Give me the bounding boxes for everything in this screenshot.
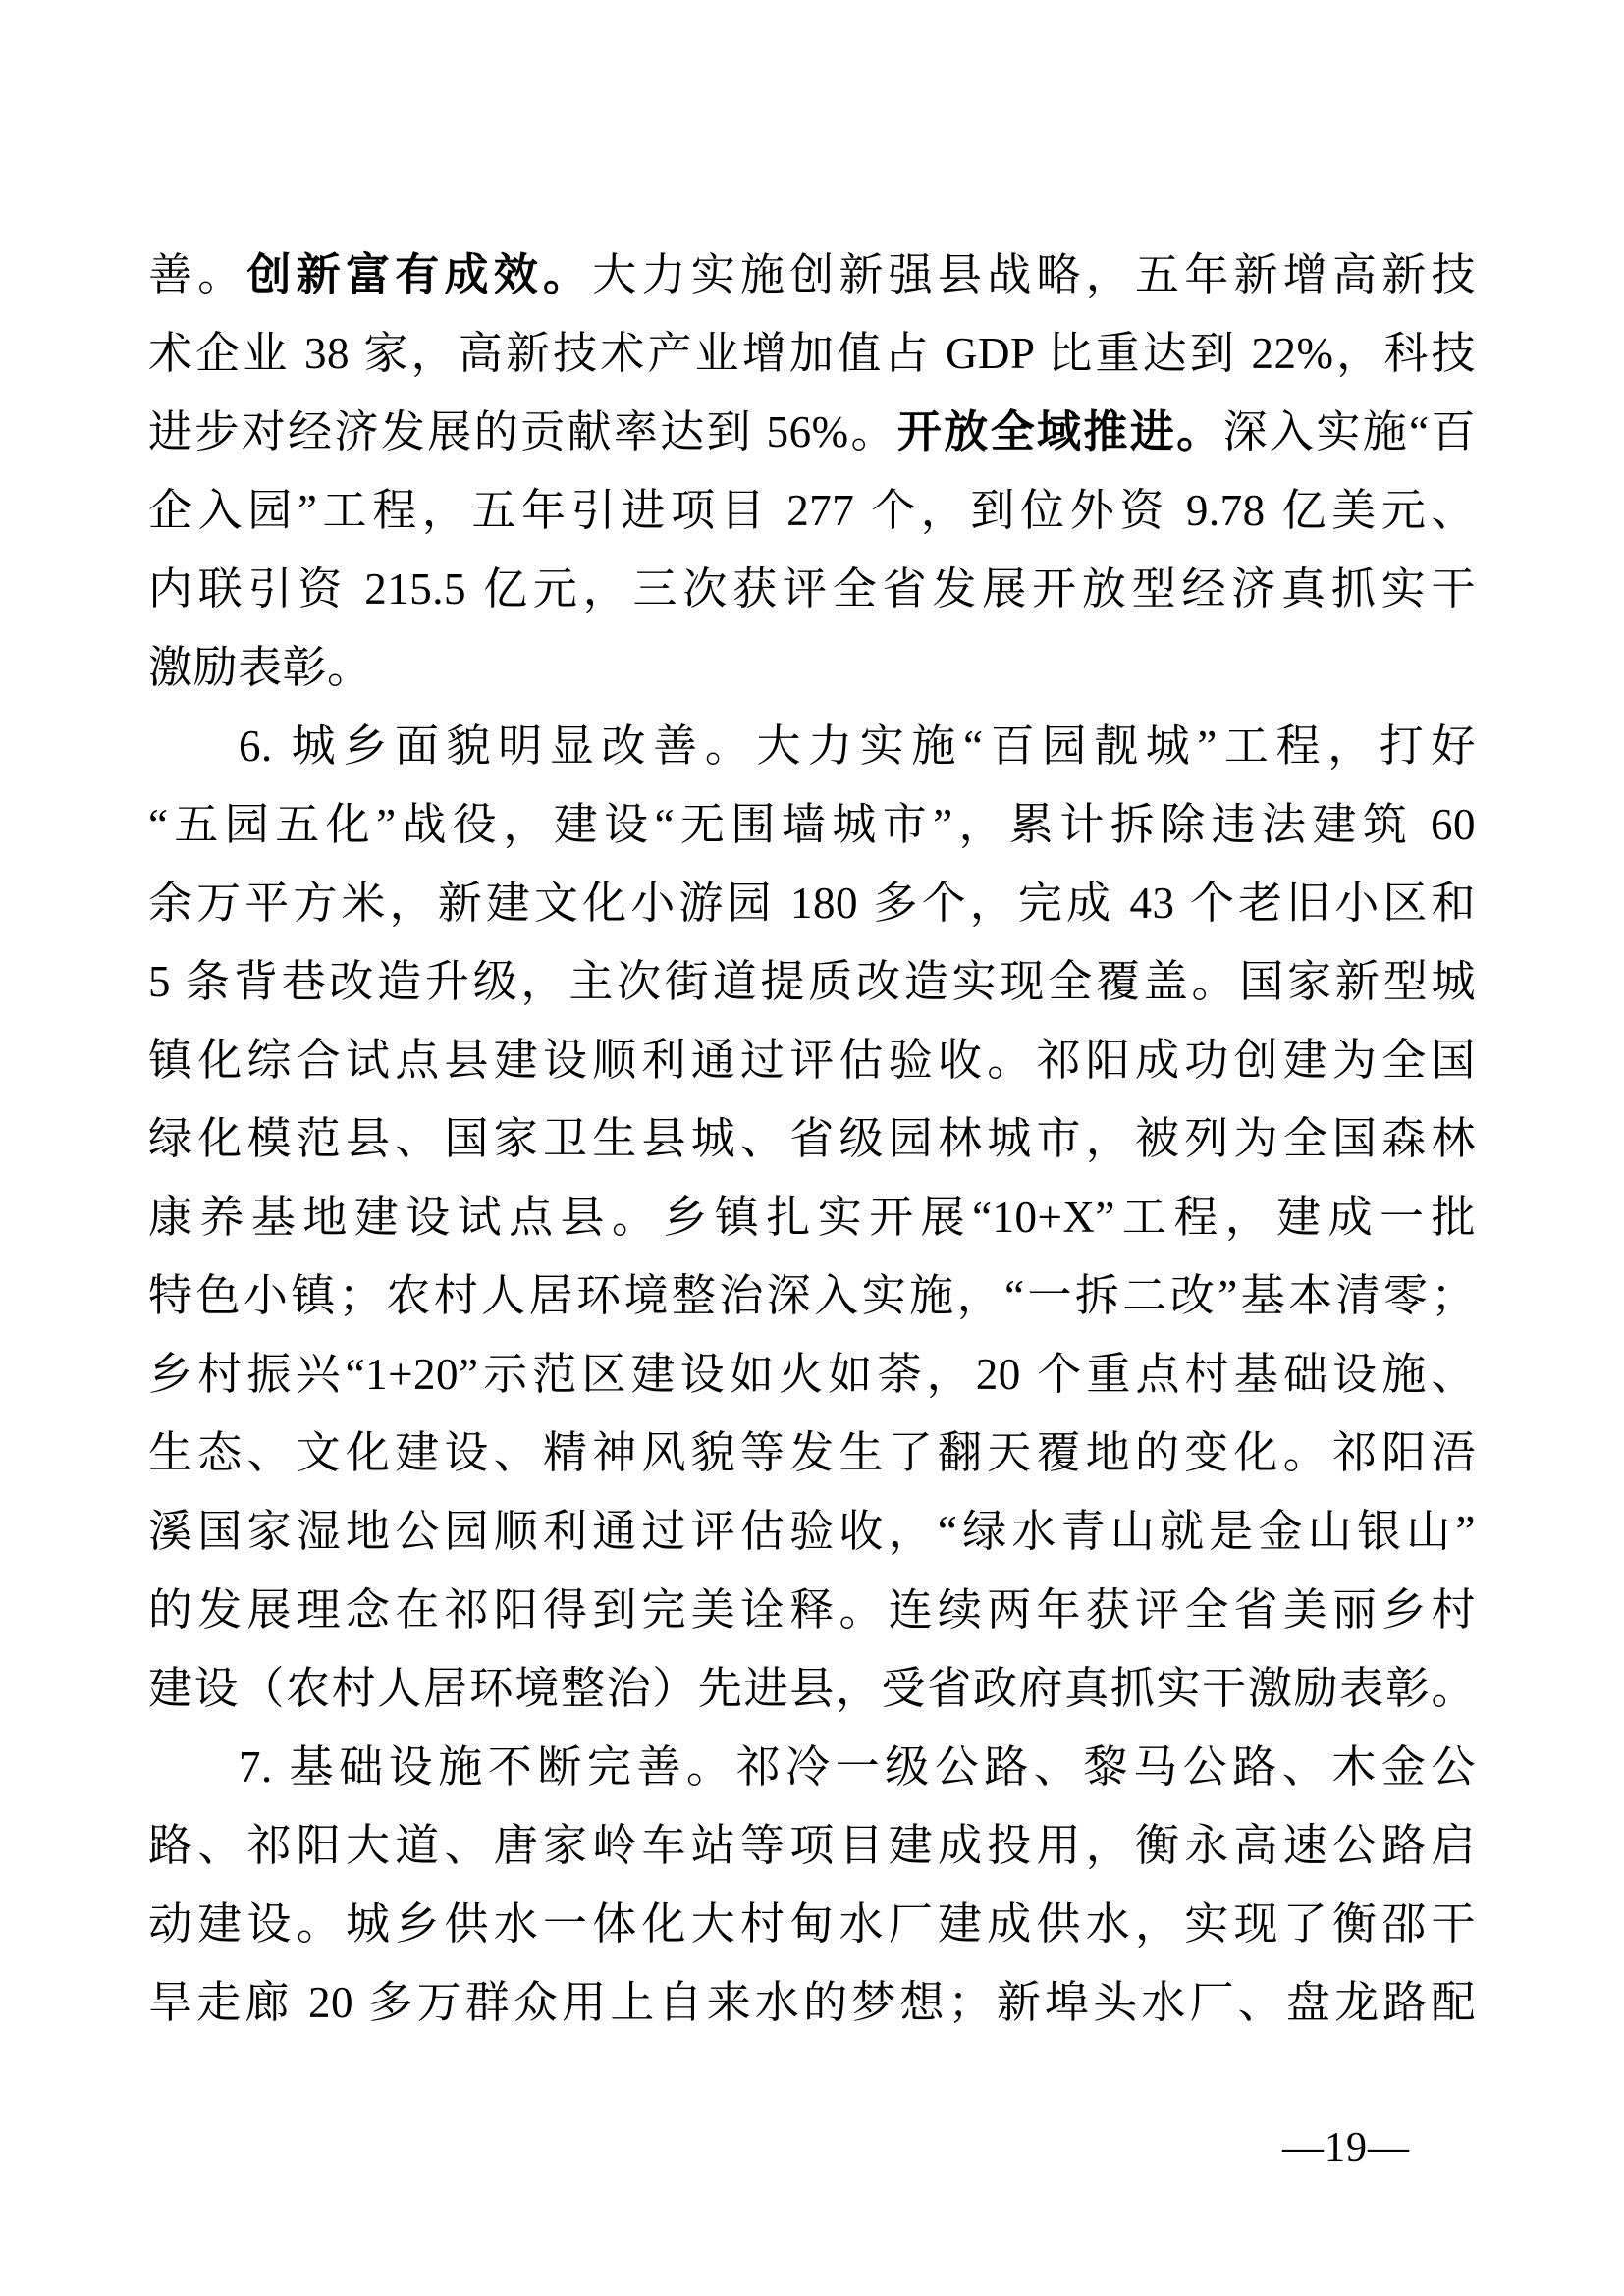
body-text: 大力实施创新强县战略，五年新增高新技 xyxy=(592,250,1476,299)
body-text: 激励表彰。 xyxy=(148,643,372,692)
body-text: 余万平方米，新建文化小游园 180 多个，完成 43 个老旧小区和 xyxy=(148,879,1476,928)
body-text: 6. 城乡面貌明显改善。大力实施“百园靓城”工程，打好 xyxy=(239,721,1476,771)
emphasis-text: 开放全域推进。 xyxy=(896,407,1223,456)
body-text: 乡村振兴“1+20”示范区建设如火如荼，20 个重点村基础设施、 xyxy=(148,1350,1476,1399)
body-text: 旱走廊 20 多万群众用上自来水的梦想；新埠头水厂、盘龙路配 xyxy=(148,1978,1476,2027)
body-text: 进步对经济发展的贡献率达到 56%。 xyxy=(148,407,897,456)
body-text: 动建设。城乡供水一体化大村甸水厂建成供水，实现了衡邵干 xyxy=(148,1899,1476,1949)
body-text: 镇化综合试点县建设顺利通过评估验收。祁阳成功创建为全国 xyxy=(148,1036,1476,1085)
body-text: 建设（农村人居环境整治）先进县，受省政府真抓实干激励表彰。 xyxy=(148,1664,1476,1713)
body-text: 溪国家湿地公园顺利通过评估验收，“绿水青山就是金山银山” xyxy=(148,1507,1476,1556)
text-line xyxy=(148,1492,1476,1571)
text-line xyxy=(148,393,1476,471)
body-text: 康养基地建设试点县。乡镇扎实开展“10+X”工程，建成一批 xyxy=(148,1193,1476,1242)
body-text: 深入实施“百 xyxy=(1222,407,1476,456)
text-line xyxy=(148,1178,1476,1256)
text-line xyxy=(148,314,1476,393)
body-text: 的发展理念在祁阳得到完美诠释。连续两年获评全省美丽乡村 xyxy=(148,1585,1476,1634)
text-line xyxy=(148,1963,1476,2042)
text-line xyxy=(148,785,1476,864)
text-line xyxy=(148,864,1476,942)
text-line xyxy=(148,707,1476,785)
text-line xyxy=(148,1256,1476,1335)
text-line xyxy=(148,1414,1476,1492)
body-text: 内联引资 215.5 亿元，三次获评全省发展开放型经济真抓实干 xyxy=(148,564,1476,614)
body-text: 术企业 38 家，高新技术产业增加值占 GDP 比重达到 22%，科技 xyxy=(148,329,1476,378)
text-line xyxy=(148,1885,1476,1963)
text-line xyxy=(148,942,1476,1021)
document-body xyxy=(148,236,1476,2042)
para-7-infrastructure xyxy=(148,1728,1476,2042)
body-text: 善。 xyxy=(148,250,247,299)
body-text: 企入园”工程，五年引进项目 277 个，到位外资 9.78 亿美元、 xyxy=(148,486,1476,535)
text-line xyxy=(148,628,1476,707)
body-text: 特色小镇；农村人居环境整治深入实施，“一拆二改”基本清零； xyxy=(148,1271,1476,1320)
para-6-urban-rural-appearance xyxy=(148,707,1476,1728)
body-text: “五园五化”战役，建设“无围墙城市”，累计拆除违法建筑 60 xyxy=(148,800,1476,849)
text-line xyxy=(148,1806,1476,1885)
text-line xyxy=(148,236,1476,314)
body-text: 7. 基础设施不断完善。祁冷一级公路、黎马公路、木金公 xyxy=(239,1742,1476,1791)
text-line xyxy=(148,471,1476,550)
text-line xyxy=(148,1099,1476,1178)
body-text: 生态、文化建设、精神风貌等发生了翻天覆地的变化。祁阳浯 xyxy=(148,1428,1476,1477)
body-text: 5 条背巷改造升级，主次街道提质改造实现全覆盖。国家新型城 xyxy=(148,957,1476,1006)
text-line xyxy=(148,1728,1476,1806)
text-line xyxy=(148,1571,1476,1649)
text-line xyxy=(148,1649,1476,1728)
text-line xyxy=(148,1021,1476,1099)
emphasis-text: 创新富有成效。 xyxy=(246,250,593,299)
text-line xyxy=(148,550,1476,628)
text-line xyxy=(148,1335,1476,1414)
body-text: 路、祁阳大道、唐家岭车站等项目建成投用，衡永高速公路启 xyxy=(148,1821,1476,1870)
page-number: —19— xyxy=(1282,2125,1410,2170)
body-text: 绿化模范县、国家卫生县城、省级园林城市，被列为全国森林 xyxy=(148,1114,1476,1163)
para-innovation-and-opening xyxy=(148,236,1476,707)
